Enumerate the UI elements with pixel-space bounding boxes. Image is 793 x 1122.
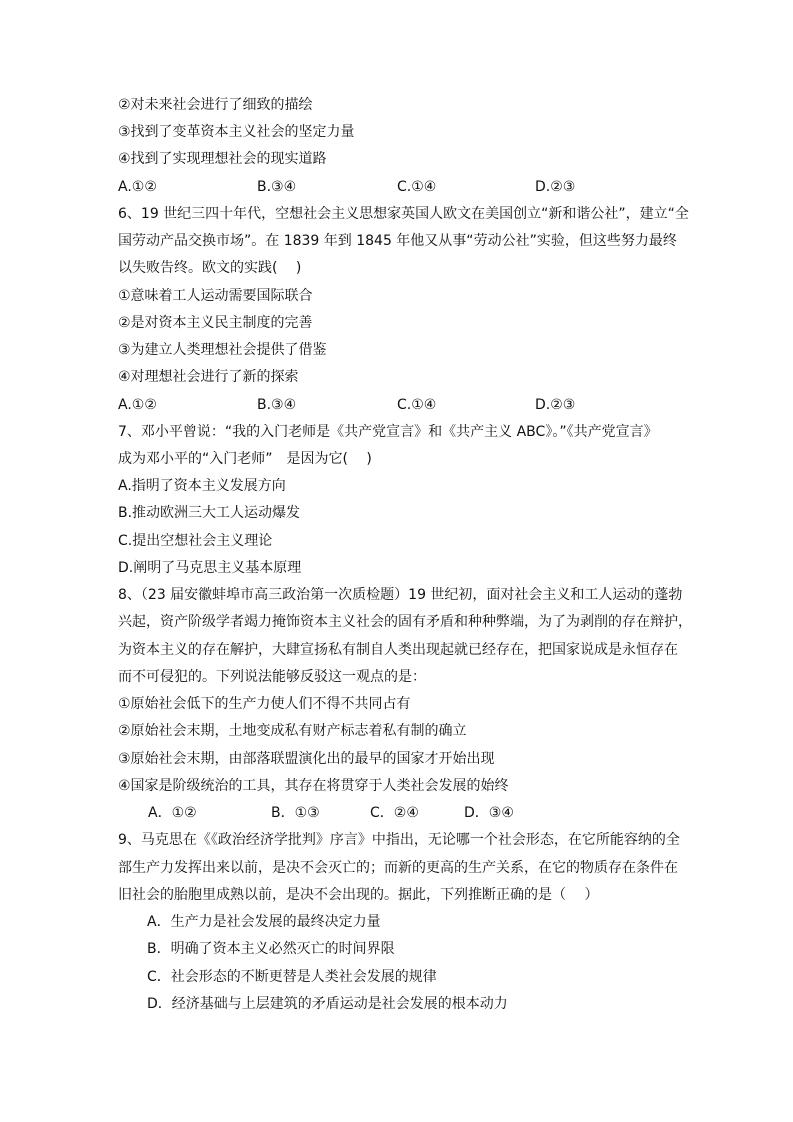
q8-stem-line-2: 兴起，资产阶级学者竭力掩饰资本主义社会的固有矛盾和种种弊端，为了为剥削的存在辩护，	[118, 614, 692, 630]
prev-option-a: A.①②	[118, 179, 157, 195]
prev-option-b: B.③④	[257, 179, 297, 195]
q9-choice-a: A．生产力是社会发展的最终决定力量	[147, 914, 381, 930]
q6-option-d: D.②③	[535, 397, 576, 413]
q6-item-2: ②是对资本主义民主制度的完善	[118, 315, 313, 331]
q8-stem-line-4: 而不可侵犯的。下列说法能够反驳这一观点的是：	[118, 669, 426, 685]
prev-item-3: ③找到了变革资本主义社会的坚定力量	[118, 124, 355, 140]
q6-stem-line-2: 国劳动产品交换市场”。在 1839 年到 1845 年他又从事“劳动公社”实验，但这些努力最终	[118, 233, 677, 249]
prev-item-2: ②对未来社会进行了细致的描绘	[118, 97, 313, 113]
q9-choice-b: B．明确了资本主义必然灭亡的时间界限	[147, 941, 395, 957]
prev-option-c: C.①④	[397, 179, 437, 195]
q6-stem-line-3: 以失败告终。欧文的实践( )	[118, 260, 302, 276]
q8-item-2: ②原始社会末期，土地变成私有财产标志着私有制的确立	[118, 723, 467, 739]
q8-option-c: C．②④	[370, 805, 419, 821]
q8-option-d: D．③④	[464, 805, 514, 821]
q7-choice-a: A.指明了资本主义发展方向	[118, 478, 286, 494]
q9-stem-line-2: 部生产力发挥出来以前，是决不会灭亡的；而新的更高的生产关系，在它的物质存在条件在	[118, 860, 678, 876]
q8-item-4: ④国家是阶级统治的工具，其存在将贯穿于人类社会发展的始终	[118, 778, 509, 794]
q9-stem-line-3: 旧社会的胎胞里成熟以前，是决不会出现的。据此，下列推断正确的是（ ）	[118, 887, 599, 903]
q8-item-3: ③原始社会末期，由部落联盟演化出的最早的国家才开始出现	[118, 751, 495, 767]
q6-option-c: C.①④	[397, 397, 437, 413]
q6-option-a: A.①②	[118, 397, 157, 413]
prev-option-d: D.②③	[535, 179, 576, 195]
q6-option-b: B.③④	[257, 397, 297, 413]
q6-item-4: ④对理想社会进行了新的探索	[118, 369, 299, 385]
q7-choice-c: C.提出空想社会主义理论	[118, 533, 273, 549]
q8-stem-line-3: 为资本主义的存在解护，大肆宣扬私有制自人类出现起就已经存在，把国家说成是永恒存在	[118, 642, 678, 658]
q7-choice-d: D.阐明了马克思主义基本原理	[118, 560, 302, 576]
prev-item-4: ④找到了实现理想社会的现实道路	[118, 151, 327, 167]
q7-choice-b: B.推动欧洲三大工人运动爆发	[118, 505, 301, 521]
q8-option-a: A．①②	[148, 805, 197, 821]
q6-item-3: ③为建立人类理想社会提供了借鉴	[118, 342, 327, 358]
q8-item-1: ①原始社会低下的生产力使人们不得不共同占有	[118, 696, 411, 712]
q9-choice-c: C．社会形态的不断更替是人类社会发展的规律	[147, 969, 437, 985]
q7-stem-line-1: 7、邓小平曾说：“我的入门老师是《共产党宣言》和《共产主义 ABC》。”《共产党宣言》	[118, 424, 658, 440]
q7-stem-line-2: 成为邓小平的“入门老师” 是因为它( )	[118, 451, 372, 467]
q6-stem-line-1: 6、19 世纪三四十年代，空想社会主义思想家英国人欧文在美国创立“新和谐公社”，建立“全	[118, 206, 689, 222]
q9-stem-line-1: 9、马克思在《《政治经济学批判》序言》中指出，无论哪一个社会形态，在它所能容纳的全	[118, 832, 680, 848]
q8-stem-line-1: 8、（23 届安徽蚌埠市高三政治第一次质检题）19 世纪初，面对社会主义和工人运动的蓬勃	[118, 587, 683, 603]
q9-choice-d: D．经济基础与上层建筑的矛盾运动是社会发展的根本动力	[147, 996, 508, 1012]
q8-option-b: B．①③	[271, 805, 320, 821]
q6-item-1: ①意味着工人运动需要国际联合	[118, 288, 313, 304]
